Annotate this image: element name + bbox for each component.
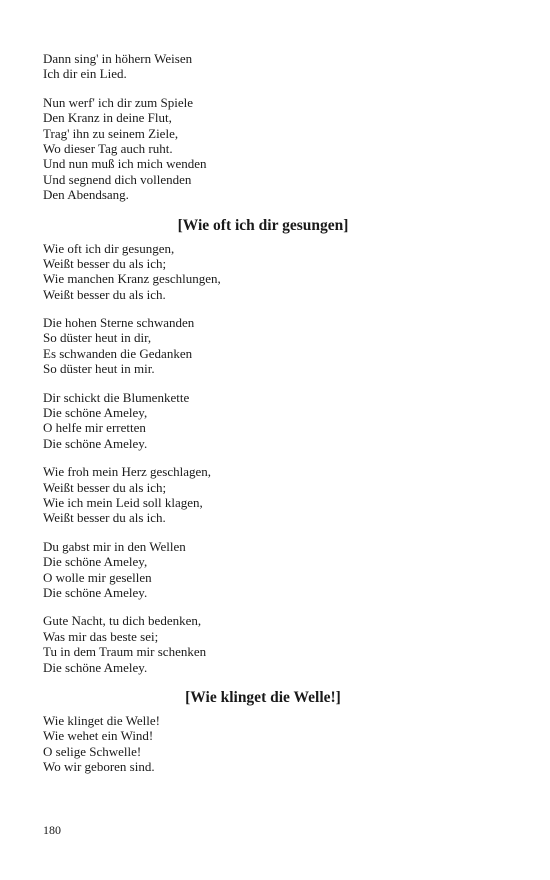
verse-line: Weißt besser du als ich;	[43, 255, 167, 271]
verse-line: Und segnend dich vollenden	[43, 171, 192, 187]
verse-line: Die schöne Ameley,	[43, 405, 148, 421]
verse-line: Die schöne Ameley.	[43, 659, 148, 675]
verse-line: Weißt besser du als ich.	[43, 510, 166, 526]
verse-line: Die schöne Ameley.	[43, 435, 148, 451]
verse-line: Wie wehet ein Wind!	[43, 728, 154, 744]
page-body	[43, 51, 483, 787]
verse-line: Ich dir ein Lied.	[43, 66, 127, 82]
stanza	[43, 51, 483, 82]
verse-line: Die schöne Ameley,	[43, 554, 148, 570]
verse-line: Wo wir geboren sind.	[43, 759, 155, 775]
verse-line: Wie ich mein Leid soll klagen,	[43, 494, 203, 510]
verse-line: Wie froh mein Herz geschlagen,	[43, 464, 212, 480]
verse-line: Wie manchen Kranz geschlungen,	[43, 271, 221, 287]
verse-line: Weißt besser du als ich.	[43, 286, 166, 302]
verse-line: Dann sing' in höhern Weisen	[43, 51, 193, 66]
section-wie-oft	[43, 216, 483, 675]
verse-line: O selige Schwelle!	[43, 743, 142, 759]
verse-line: Die hohen Sterne schwanden	[43, 315, 195, 331]
stanza	[43, 713, 483, 775]
verse-line: So düster heut in dir,	[43, 330, 152, 346]
verse-line: Die schöne Ameley.	[43, 584, 148, 600]
verse-line: Und nun muß ich mich wenden	[43, 156, 207, 172]
poem-title: [Wie oft ich dir gesungen]	[177, 216, 349, 234]
verse-line: So düster heut in mir.	[43, 361, 155, 377]
verse-line: Den Kranz in deine Flut,	[43, 110, 172, 126]
stanza	[43, 241, 483, 303]
stanza	[43, 464, 483, 526]
verse-line: Nun werf' ich dir zum Spiele	[43, 94, 193, 110]
verse-line: Gute Nacht, tu dich bedenken,	[43, 613, 202, 629]
verse-line: Den Abendsang.	[43, 187, 129, 203]
verse-line: Was mir das beste sei;	[43, 628, 159, 644]
verse-line: Trag' ihn zu seinem Ziele,	[43, 125, 179, 141]
verse-line: Wo dieser Tag auch ruht.	[43, 140, 173, 156]
stanza	[43, 390, 483, 452]
verse-line: O helfe mir erretten	[43, 420, 146, 436]
verse-line: Du gabst mir in den Wellen	[43, 538, 186, 554]
page-number: 180	[43, 823, 61, 837]
stanza	[43, 315, 483, 377]
verse-line: O wolle mir gesellen	[43, 569, 152, 585]
section-continued-poem	[43, 51, 483, 203]
poem-title: [Wie klinget die Welle!]	[185, 688, 341, 706]
verse-line: Tu in dem Traum mir schenken	[43, 644, 207, 660]
section-wie-klinget	[43, 688, 483, 775]
verse-line: Wie oft ich dir gesungen,	[43, 240, 175, 256]
verse-line: Weißt besser du als ich;	[43, 479, 167, 495]
verse-line: Wie klinget die Welle!	[43, 712, 160, 728]
stanza	[43, 539, 483, 601]
verse-line: Dir schickt die Blumenkette	[43, 389, 190, 405]
verse-line: Es schwanden die Gedanken	[43, 345, 193, 361]
stanza	[43, 613, 483, 675]
stanza	[43, 95, 483, 203]
